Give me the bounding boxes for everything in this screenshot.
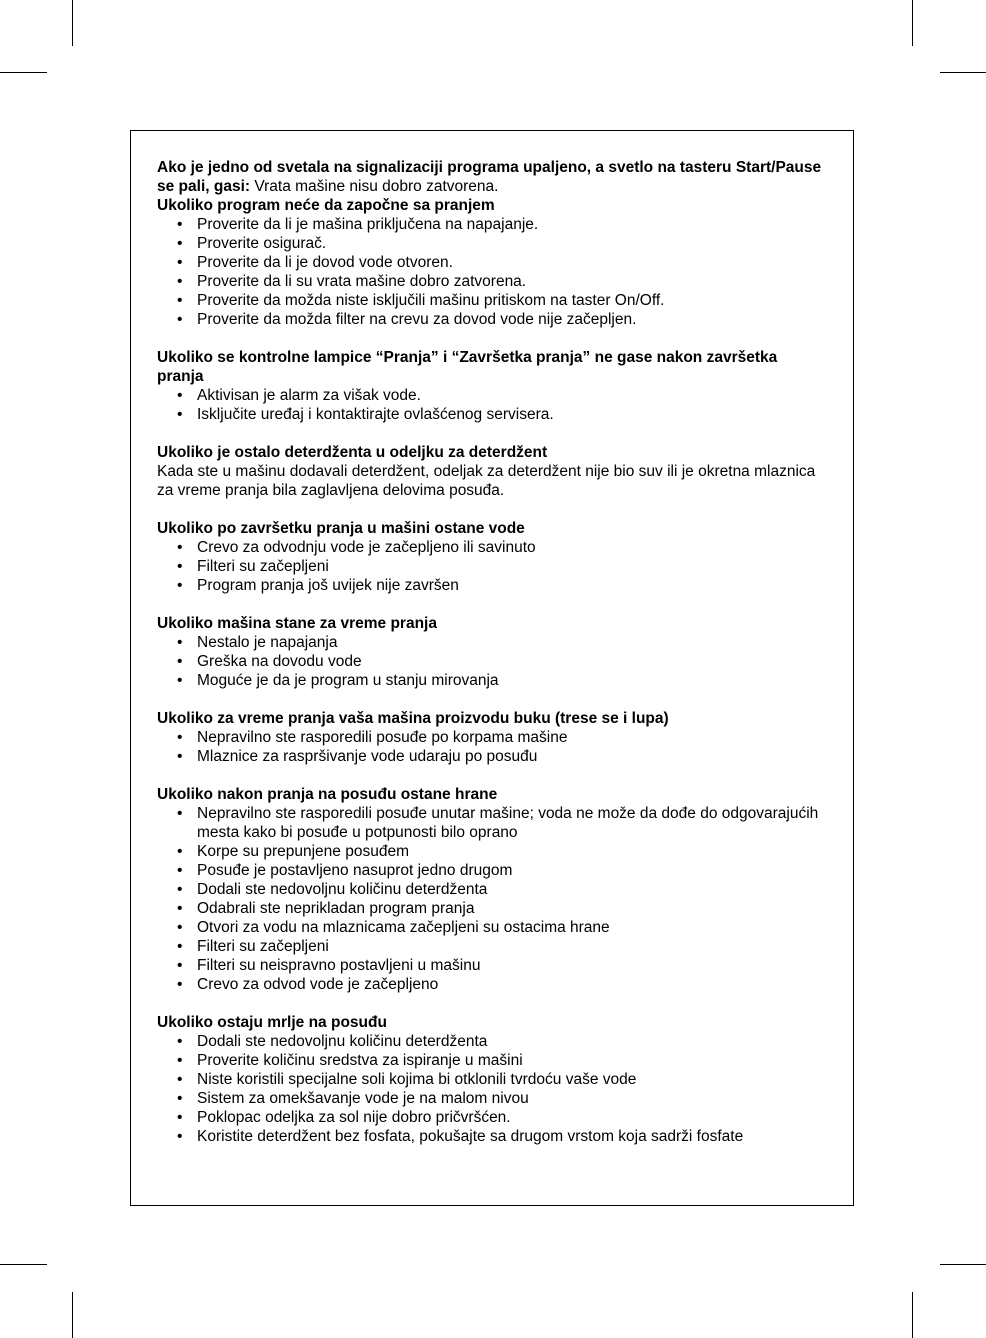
section-heading: Ukoliko se kontrolne lampice “Pranja” i “Završetka pranja” ne gase nakon završetka pranja bbox=[157, 349, 778, 385]
section-heading: Ukoliko mašina stane za vreme pranja bbox=[157, 615, 437, 632]
list-item: • Nepravilno ste rasporedili posuđe unutar mašine; voda ne može da dođe do odgovarajućih mesta kako bi posuđe u potpunosti bilo oprano bbox=[157, 804, 827, 842]
list-item: • Crevo za odvodnju vode je začepljeno ili savinuto bbox=[157, 538, 827, 557]
section bbox=[157, 614, 827, 690]
section bbox=[157, 196, 827, 329]
section-heading: Ukoliko je ostalo deterdženta u odeljku za deterdžent bbox=[157, 444, 548, 461]
crop-mark bbox=[0, 72, 47, 73]
list-item: • Dodali ste nedovoljnu količinu deterdženta bbox=[157, 1032, 827, 1051]
list-item: • Mlaznice za raspršivanje vode udaraju po posuđu bbox=[157, 747, 827, 766]
section bbox=[157, 519, 827, 595]
section bbox=[157, 1013, 827, 1146]
list-item: • Korpe su prepunjene posuđem bbox=[157, 842, 827, 861]
list-item: • Isključite uređaj i kontaktirajte ovlašćenog servisera. bbox=[157, 405, 827, 424]
crop-mark bbox=[912, 0, 913, 46]
bullet-list bbox=[157, 1032, 827, 1146]
section bbox=[157, 785, 827, 994]
list-item: • Proverite da li su vrata mašine dobro zatvorena. bbox=[157, 272, 827, 291]
troubleshooting-content bbox=[157, 158, 827, 1165]
list-item: • Koristite deterdžent bez fosfata, pokušajte sa drugom vrstom koja sadrži fosfate bbox=[157, 1127, 827, 1146]
crop-mark bbox=[912, 1292, 913, 1338]
crop-mark bbox=[940, 1264, 986, 1265]
crop-mark bbox=[0, 1264, 47, 1265]
section-heading: Ukoliko po završetku pranja u mašini ostane vode bbox=[157, 520, 525, 537]
sections-list bbox=[157, 196, 827, 1146]
section bbox=[157, 348, 827, 424]
list-item: • Proverite da možda niste isključili mašinu pritiskom na taster On/Off. bbox=[157, 291, 827, 310]
crop-mark bbox=[72, 0, 73, 46]
list-item: • Filteri su začepljeni bbox=[157, 557, 827, 576]
list-item: • Nestalo je napajanja bbox=[157, 633, 827, 652]
list-item: • Proverite da možda filter na crevu za dovod vode nije začepljen. bbox=[157, 310, 827, 329]
bullet-list bbox=[157, 215, 827, 329]
list-item: • Poklopac odeljka za sol nije dobro pričvršćen. bbox=[157, 1108, 827, 1127]
list-item: • Dodali ste nedovoljnu količinu deterdženta bbox=[157, 880, 827, 899]
bullet-list bbox=[157, 728, 827, 766]
section-heading: Ukoliko za vreme pranja vaša mašina proizvodu buku (trese se i lupa) bbox=[157, 710, 669, 727]
intro-text: Vrata mašine nisu dobro zatvorena. bbox=[250, 178, 499, 195]
list-item: • Proverite da li je dovod vode otvoren. bbox=[157, 253, 827, 272]
section-text: Kada ste u mašinu dodavali deterdžent, odeljak za deterdžent nije bio suv ili je okretna mlaznica za vreme pranja bila zaglavljena delovima posuđa. bbox=[157, 463, 816, 499]
list-item: • Proverite količinu sredstva za ispiranje u mašini bbox=[157, 1051, 827, 1070]
section bbox=[157, 443, 827, 500]
list-item: • Otvori za vodu na mlaznicama začepljeni su ostacima hrane bbox=[157, 918, 827, 937]
intro-paragraph bbox=[157, 158, 827, 196]
bullet-list bbox=[157, 804, 827, 994]
list-item: • Aktivisan je alarm za višak vode. bbox=[157, 386, 827, 405]
list-item: • Proverite osigurač. bbox=[157, 234, 827, 253]
list-item: • Proverite da li je mašina priključena na napajanje. bbox=[157, 215, 827, 234]
list-item: • Sistem za omekšavanje vode je na malom nivou bbox=[157, 1089, 827, 1108]
section bbox=[157, 709, 827, 766]
intro-bold: Ako je jedno od svetala na signalizaciji programa upaljeno, a svetlo na tasteru Start/Pause se pali, gasi: bbox=[157, 159, 822, 195]
list-item: • Moguće je da je program u stanju mirovanja bbox=[157, 671, 827, 690]
list-item: • Program pranja još uvijek nije završen bbox=[157, 576, 827, 595]
bullet-list bbox=[157, 386, 827, 424]
bullet-list bbox=[157, 538, 827, 595]
section-heading: Ukoliko program neće da započne sa pranjem bbox=[157, 197, 495, 214]
list-item: • Filteri su začepljeni bbox=[157, 937, 827, 956]
list-item: • Odabrali ste neprikladan program pranja bbox=[157, 899, 827, 918]
crop-mark bbox=[940, 72, 986, 73]
list-item: • Greška na dovodu vode bbox=[157, 652, 827, 671]
list-item: • Nepravilno ste rasporedili posuđe po korpama mašine bbox=[157, 728, 827, 747]
list-item: • Posuđe je postavljeno nasuprot jedno drugom bbox=[157, 861, 827, 880]
list-item: • Crevo za odvod vode je začepljeno bbox=[157, 975, 827, 994]
section-heading: Ukoliko nakon pranja na posuđu ostane hrane bbox=[157, 786, 498, 803]
crop-mark bbox=[72, 1292, 73, 1338]
section-heading: Ukoliko ostaju mrlje na posuđu bbox=[157, 1014, 387, 1031]
bullet-list bbox=[157, 633, 827, 690]
list-item: • Niste koristili specijalne soli kojima bi otklonili tvrdoću vaše vode bbox=[157, 1070, 827, 1089]
list-item: • Filteri su neispravno postavljeni u mašinu bbox=[157, 956, 827, 975]
